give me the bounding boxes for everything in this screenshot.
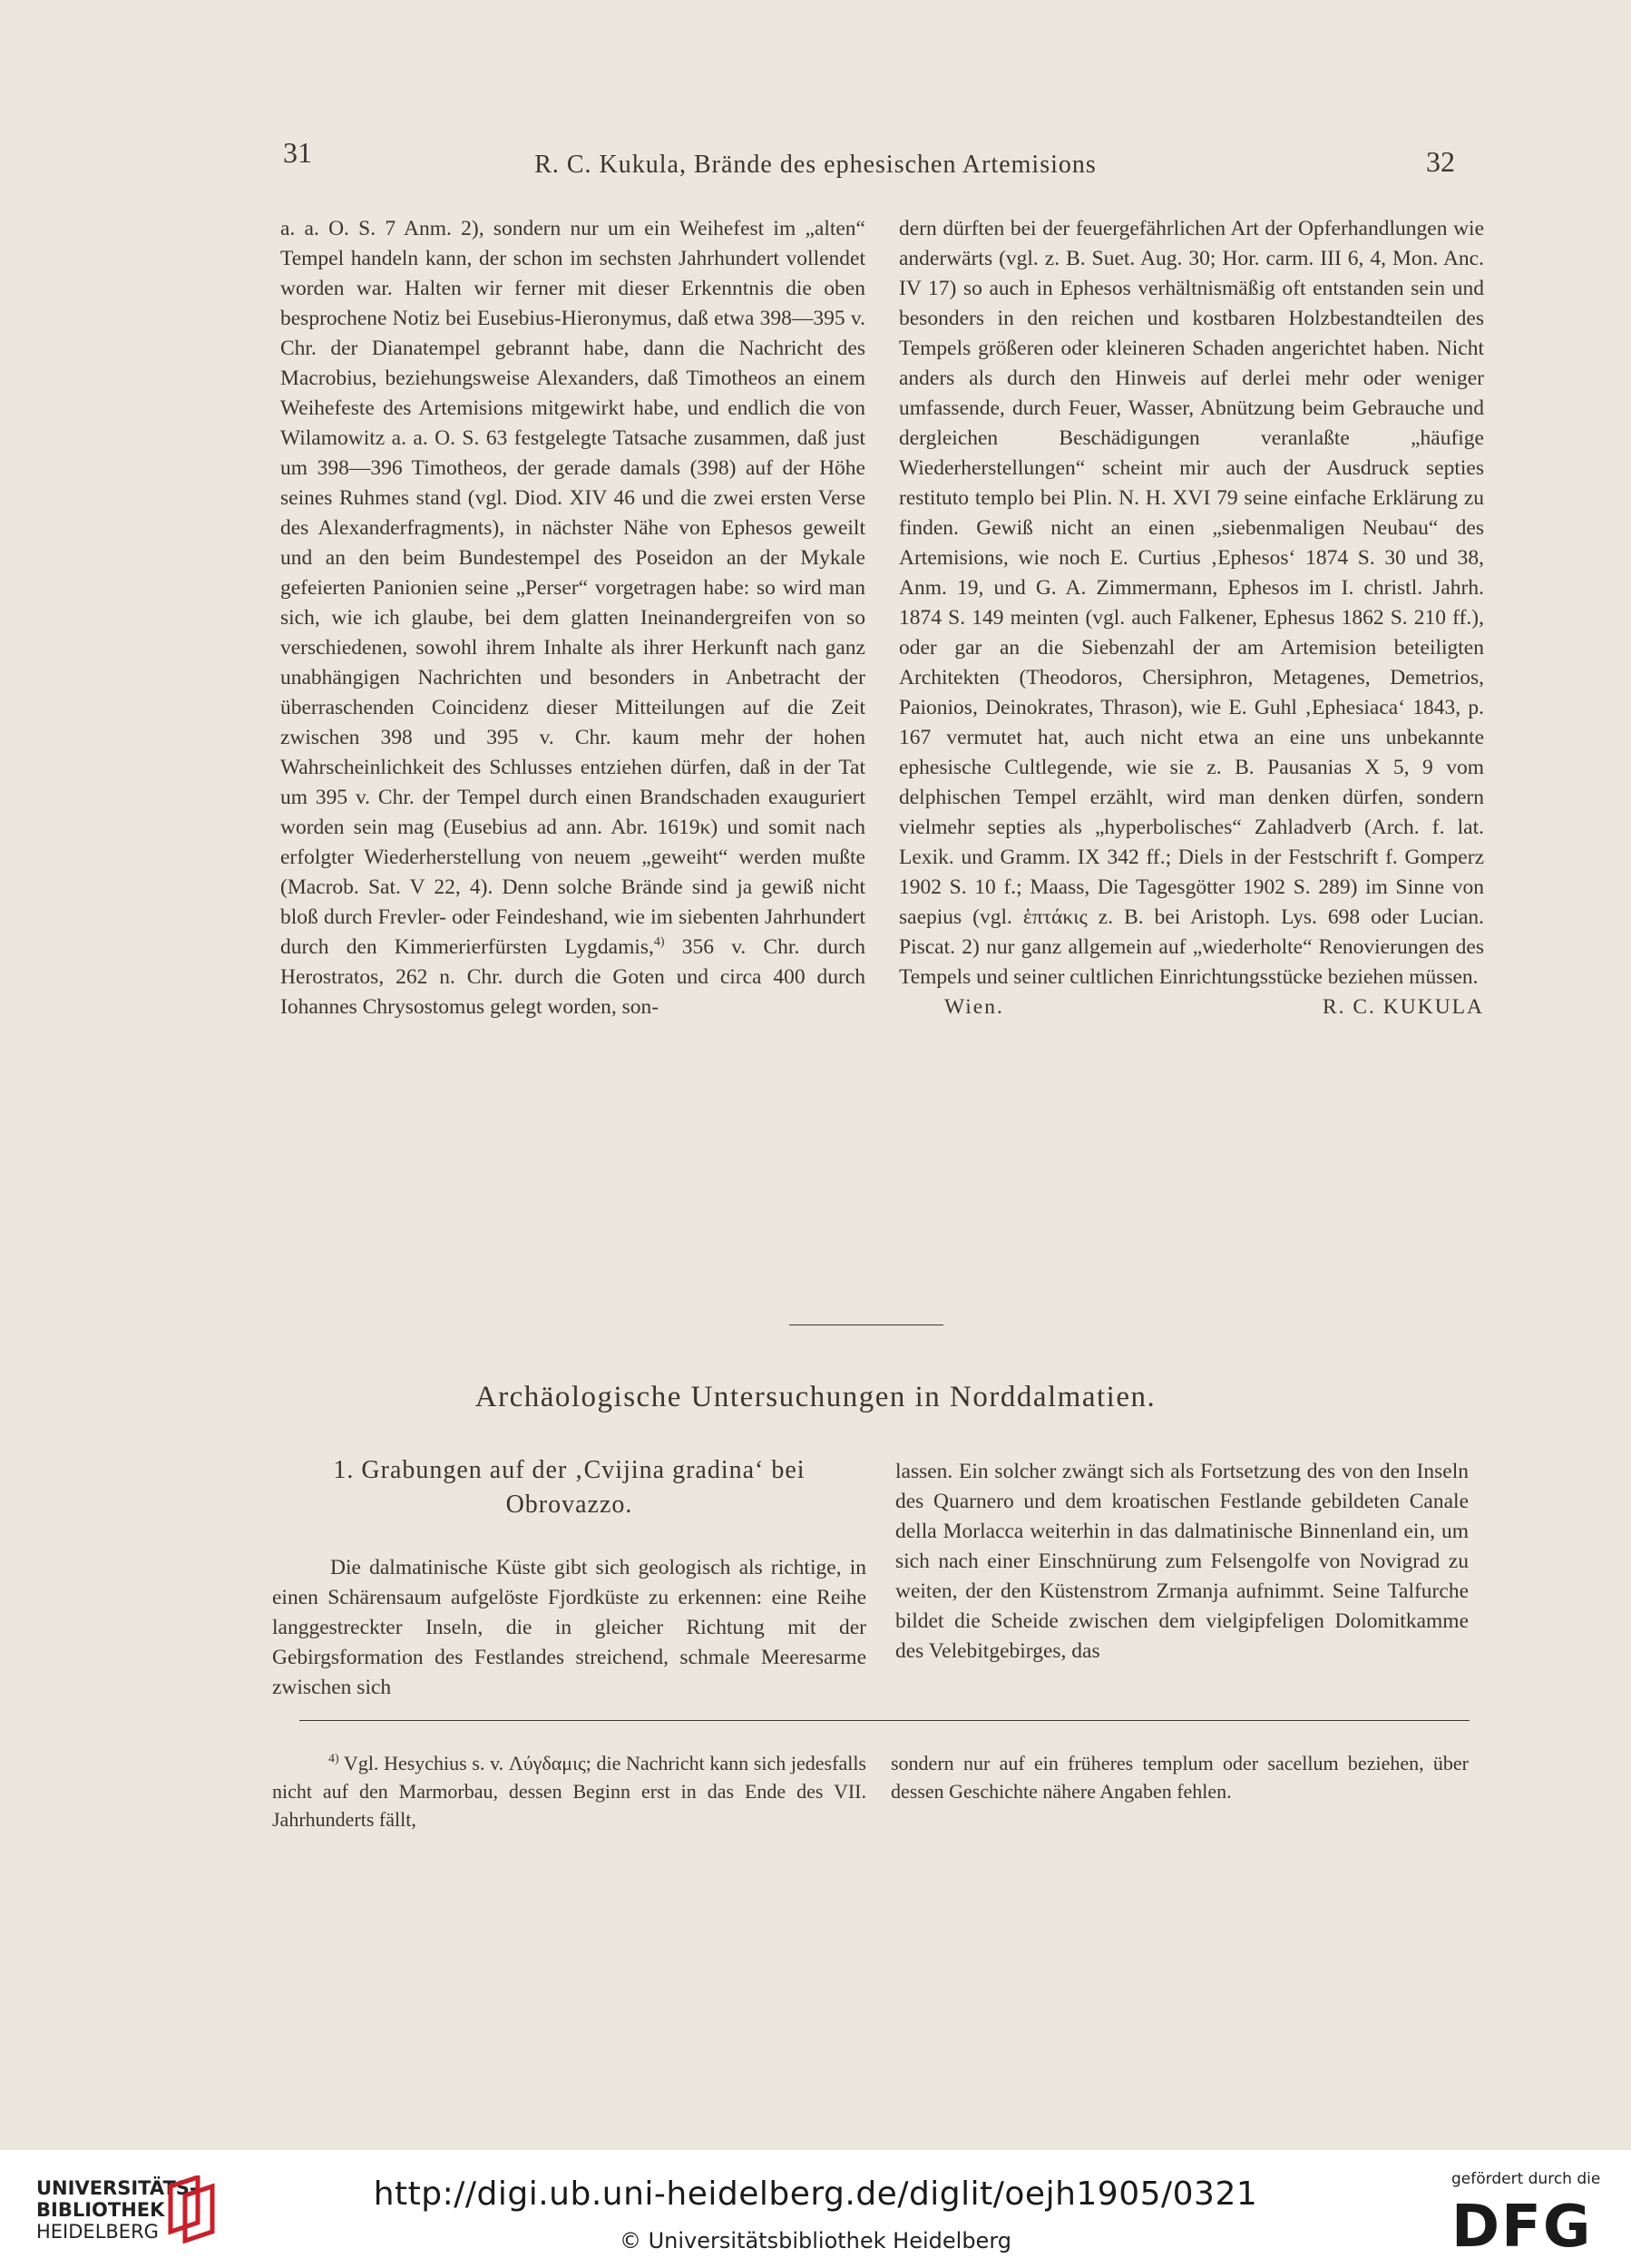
right-column-top	[899, 214, 1484, 1022]
library-name: UNIVERSITÄTS- BIBLIOTHEK HEIDELBERG	[36, 2177, 198, 2243]
article-title: Archäologische Untersuchungen in Norddalmatien.	[474, 1381, 1157, 1413]
paragraph: dern dürften bei der feuergefährlichen Art der Opferhandlungen wie anderwärts (vgl. z. B. Suet. Aug. 30; Hor. carm. III 6, 4, Mon. Anc. IV 17) so auch in Ephesos verhältnismäßig oft entstanden sein und besonders in den reichen und kostbaren Holzbestandteilen des Tempels größeren oder kleineren Schaden angerichtet haben. Nicht anders als durch den Hinweis auf derlei mehr oder weniger umfassende, durch Feuer, Wasser, Abnützung beim Gebrauche und dergleichen Beschädigungen veranlaßte „häufige Wiederherstellungen“ scheint mir auch der Ausdruck septies restituto templo bei Plin. N. H. XVI 79 seine einfache Erklärung zu finden. Gewiß nicht an einen „siebenmaligen Neubau“ des Artemisions, wie noch E. Curtius ‚Ephesos‘ 1874 S. 30 und 38, Anm. 19, und G. A. Zimmermann, Ephesos im I. christl. Jahrh. 1874 S. 149 meinten (vgl. auch Falkener, Ephesus 1862 S. 210 ff.), oder gar an die Siebenzahl der am Artemision beteiligten Architekten (Theodoros, Chersiphron, Metagenes, Demetrios, Paionios, Deinokrates, Thrason), wie E. Guhl ‚Ephesiaca‘ 1843, p. 167 vermutet hat, auch nicht etwa an eine uns unbekannte ephesische Cultlegende, wie sie z. B. Pausanias X 5, 9 vom delphischen Tempel erzählt, wird man denken dürfen, sondern vielmehr septies als „hyperbolisches“ Zahladverb (Arch. f. lat. Lexik. und Gramm. IX 342 ff.; Diels in der Festschrift f. Gomperz 1902 S. 10 f.; Maass, Die Tagesgötter 1902 S. 289) im Sinne von saepius (vgl. ἑπτάκις z. B. bei Aristoph. Lys. 698 oder Lucian. Piscat. 2) nur ganz allgemein auf „wiederholte“ Renovierungen des Tempels und seiner cultlichen Einrichtungsstücke beziehen müssen.	[899, 217, 1484, 989]
running-title: R. C. Kukula, Brände des ephesischen Artemisions	[534, 151, 1097, 179]
right-column-body	[895, 1457, 1469, 1667]
signoff	[899, 992, 1484, 1022]
left-column-body	[272, 1553, 866, 1703]
footnote-reference: 4)	[653, 935, 665, 950]
footnote-left: $^{4)}$ Vgl. Hesychius s. v. Λύγδαμις; die Nachricht kann sich jedesfalls nicht auf den Marmorbau, dessen Beginn erst in das Ende des VII. Jahrhunderts fällt,	[272, 1752, 866, 1831]
paragraph: Die dalmatinische Küste gibt sich geologisch als richtige, in einen Schärensaum aufgelöste Fjordküste zu erkennen: eine Reihe langgestreckter Inseln, die in gleicher Richtung mit der Gebirgsformation des Festlandes streichend, schmale Meeresarme zwischen sich	[272, 1556, 866, 1699]
left-column-top	[280, 214, 865, 1022]
funded-by-label: gefördert durch die	[1451, 2170, 1601, 2188]
dfg-logo: DFG	[1451, 2194, 1593, 2261]
copyright-notice: © Universitätsbibliothek Heidelberg	[619, 2228, 1011, 2253]
footnote-marker: 4)	[328, 1752, 339, 1766]
signoff-author: R. C. KUKULA	[1322, 995, 1484, 1019]
paragraph: lassen. Ein solcher zwängt sich als Fortsetzung des von den Inseln des Quarnero und dem kroatischen Festlande gebildeten Canale della Morlacca weiterhin in das dalmatinische Binnenland ein, um sich nach einer Einschnürung zum Felsengolfe von Novigrad zu weiten, der den Küstenstrom Zrmanja aufnimmt. Seine Talfurche bildet die Scheide zwischen dem vielgipfeligen Dolomitkamme des Velebitgebirges, das	[895, 1460, 1469, 1663]
footer-bar	[0, 2150, 1631, 2268]
page-number-left: 31	[283, 136, 312, 169]
footnote-rule	[299, 1720, 1470, 1721]
permalink-url[interactable]: http://digi.ub.uni-heidelberg.de/diglit/oejh1905/0321	[373, 2175, 1258, 2213]
paragraph: a. a. O. S. 7 Anm. 2), sondern nur um ein Weihefest im „alten“ Tempel handeln kann, der schon im sechsten Jahrhundert vollendet worden war. Halten wir ferner mit dieser Erkenntnis die oben besprochene Notiz bei Eusebius-Hieronymus, daß etwa 398—395 v. Chr. der Dianatempel gebrannt habe, dann die Nachricht des Macrobius, beziehungsweise Alexanders, daß Timotheos an einem Weihefeste des Artemisions mitgewirkt habe, und endlich die von Wilamowitz a. a. O. S. 63 festgelegte Tatsache zusammen, daß just um 398—396 Timotheos, der gerade damals (398) auf der Höhe seines Ruhmes stand (vgl. Diod. XIV 46 und die zwei ersten Verse des Alexanderfragments), in nächster Nähe von Ephesos geweilt und an den beim Bundestempel des Poseidon an der Mykale gefeierten Panionien seine „Perser“ vorgetragen habe: so wird man sich, wie ich glaube, bei dem glatten Ineinandergreifen von so verschiedenen, sowohl ihrem Inhalte als ihrer Herkunft nach ganz unabhängigen Nachrichten und besonders in Anbetracht der überraschenden Coincidenz dieser Mitteilungen auf die Zeit zwischen 398 und 395 v. Chr. kaum mehr der hohen Wahrscheinlichkeit des Schlusses entziehen dürfen, daß in der Tat um 395 v. Chr. der Tempel durch einen Brandschaden exauguriert worden sein mag (Eusebius ad ann. Abr. 1619κ) und somit nach erfolgter Wiederherstellung von neuem „geweiht“ werden mußte (Macrob. Sat. V 22, 4). Denn solche Brände sind ja gewiß nicht bloß durch Frevler- oder Feindeshand, wie im siebenten Jahrhundert durch den Kimmerierfürsten Lygdamis,$^{4)}$ 356 v. Chr. durch Herostratos, 262 n. Chr. durch die Goten und circa 400 durch Iohannes Chrysostomus gelegt worden, son-	[280, 217, 866, 1019]
footnote-right: sondern nur auf ein früheres templum oder sacellum beziehen, über dessen Geschichte nähere Angaben fehlen.	[891, 1752, 1469, 1803]
signoff-place: Wien.	[944, 995, 1004, 1019]
page-number-right: 32	[1426, 145, 1455, 178]
section-heading: 1. Grabungen auf der ‚Cvijina gradina‘ bei Obrovazzo.	[333, 1456, 806, 1519]
